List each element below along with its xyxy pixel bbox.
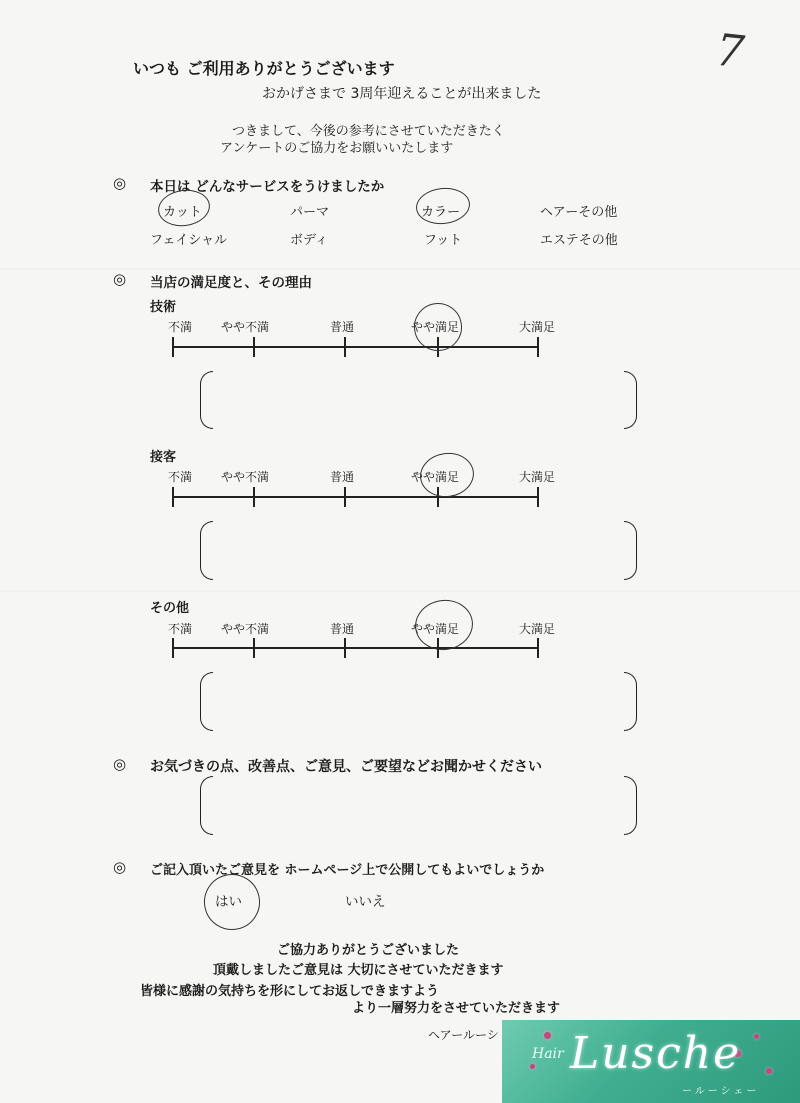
flower-icon (754, 1034, 759, 1039)
scale-label: 普通 (330, 622, 355, 636)
scale-tick (172, 337, 174, 357)
q1-option-color: カラー (421, 205, 461, 220)
scale-tick (344, 638, 346, 658)
scale-label: 大満足 (519, 622, 556, 636)
comment-box-left-bracket (200, 672, 213, 731)
rating-scale-line (172, 496, 538, 498)
section-label-technique: 技術 (150, 300, 177, 315)
scale-label: 普通 (330, 470, 355, 484)
q1-option-hair-other: ヘアーその他 (540, 205, 618, 220)
handwritten-circle (414, 185, 471, 226)
comment-box-left-bracket (200, 776, 213, 835)
closing-line-4: より一層努力をさせていただきます (352, 1001, 561, 1016)
scale-label: やや満足 (411, 622, 460, 636)
handwritten-circle (199, 869, 265, 935)
logo-hair-text: Hair (532, 1046, 564, 1062)
closing-line-3: 皆様に感謝の気持ちを形にしてお返しできますよう (140, 984, 440, 999)
q3-title: お気づきの点、改善点、ご意見、ご要望などお聞かせください (150, 759, 542, 775)
logo-subtitle: ールーシェー (682, 1086, 760, 1097)
signature: ヘアールーシ (428, 1028, 499, 1042)
scale-label: 不満 (168, 470, 193, 484)
scale-label: やや不満 (221, 622, 270, 636)
q1-option-esthe-other: エステその他 (540, 233, 618, 248)
handwritten-circle (412, 596, 476, 654)
comment-box-left-bracket (200, 521, 213, 580)
scale-tick (253, 337, 255, 357)
rating-scale-line (172, 346, 538, 348)
scale-tick (537, 638, 539, 658)
comment-box-right-bracket (624, 371, 637, 429)
bullet-mark: ◎ (113, 174, 127, 192)
closing-line-1: ご協力ありがとうございました (277, 943, 460, 958)
request-line-2: アンケートのご協力をお願いいたします (220, 141, 454, 156)
q1-option-foot: フット (424, 233, 463, 248)
section-label-other: その他 (150, 601, 190, 616)
request-line-1: つきまして、今後の参考にさせていただきたく (232, 124, 505, 139)
scale-label: やや満足 (411, 320, 460, 334)
page-number: 7 (713, 24, 747, 79)
flower-icon (766, 1068, 772, 1074)
scale-label: 不満 (168, 622, 193, 636)
scale-tick (172, 638, 174, 658)
comment-box-right-bracket (624, 521, 637, 580)
scale-label: 普通 (330, 320, 355, 334)
q1-option-perm: パーマ (290, 205, 330, 220)
scale-label: 大満足 (519, 320, 556, 334)
scale-label: やや不満 (221, 320, 270, 334)
section-label-service: 接客 (150, 450, 177, 465)
bullet-mark: ◎ (113, 755, 127, 773)
q1-option-body: ボディ (290, 233, 328, 248)
rating-scale-line (172, 647, 538, 649)
q4-title: ご記入頂いたご意見を ホームページ上で公開してもよいでしょうか (150, 863, 545, 878)
q2-title: 当店の満足度と、その理由 (150, 275, 312, 291)
scale-tick (172, 487, 174, 507)
greeting: いつも ご利用ありがとうございます (133, 59, 395, 78)
q1-title: 本日は どんなサービスをうけましたか (150, 179, 385, 195)
scale-label: 大満足 (519, 470, 556, 484)
scale-label: やや不満 (221, 470, 270, 484)
handwritten-circle (417, 449, 477, 500)
bullet-mark: ◎ (113, 858, 127, 876)
flower-icon (544, 1032, 551, 1039)
paper-fold (0, 590, 800, 592)
q4-no-option: いいえ (345, 894, 386, 910)
scale-tick (537, 337, 539, 357)
comment-box-left-bracket (200, 371, 213, 429)
scale-label: 不満 (168, 320, 193, 334)
scale-tick (253, 487, 255, 507)
scale-tick (537, 487, 539, 507)
salon-logo (502, 1020, 800, 1103)
flower-icon (530, 1064, 535, 1069)
q1-option-cut: カット (163, 205, 202, 220)
closing-line-2: 頂戴しましたご意見は 大切にさせていただきます (213, 963, 504, 978)
q1-option-facial: フェイシャル (150, 233, 228, 248)
scale-tick (253, 638, 255, 658)
scale-tick (344, 337, 346, 357)
bullet-mark: ◎ (113, 270, 127, 288)
comment-box-right-bracket (624, 776, 637, 835)
anniversary-text: おかげさまで 3周年迎えることが出来ました (262, 86, 542, 102)
q4-yes-option: はい (215, 894, 242, 910)
comment-box-right-bracket (624, 672, 637, 731)
scale-label: やや満足 (411, 470, 460, 484)
scale-tick (344, 487, 346, 507)
logo-name: Lusche (570, 1028, 742, 1079)
